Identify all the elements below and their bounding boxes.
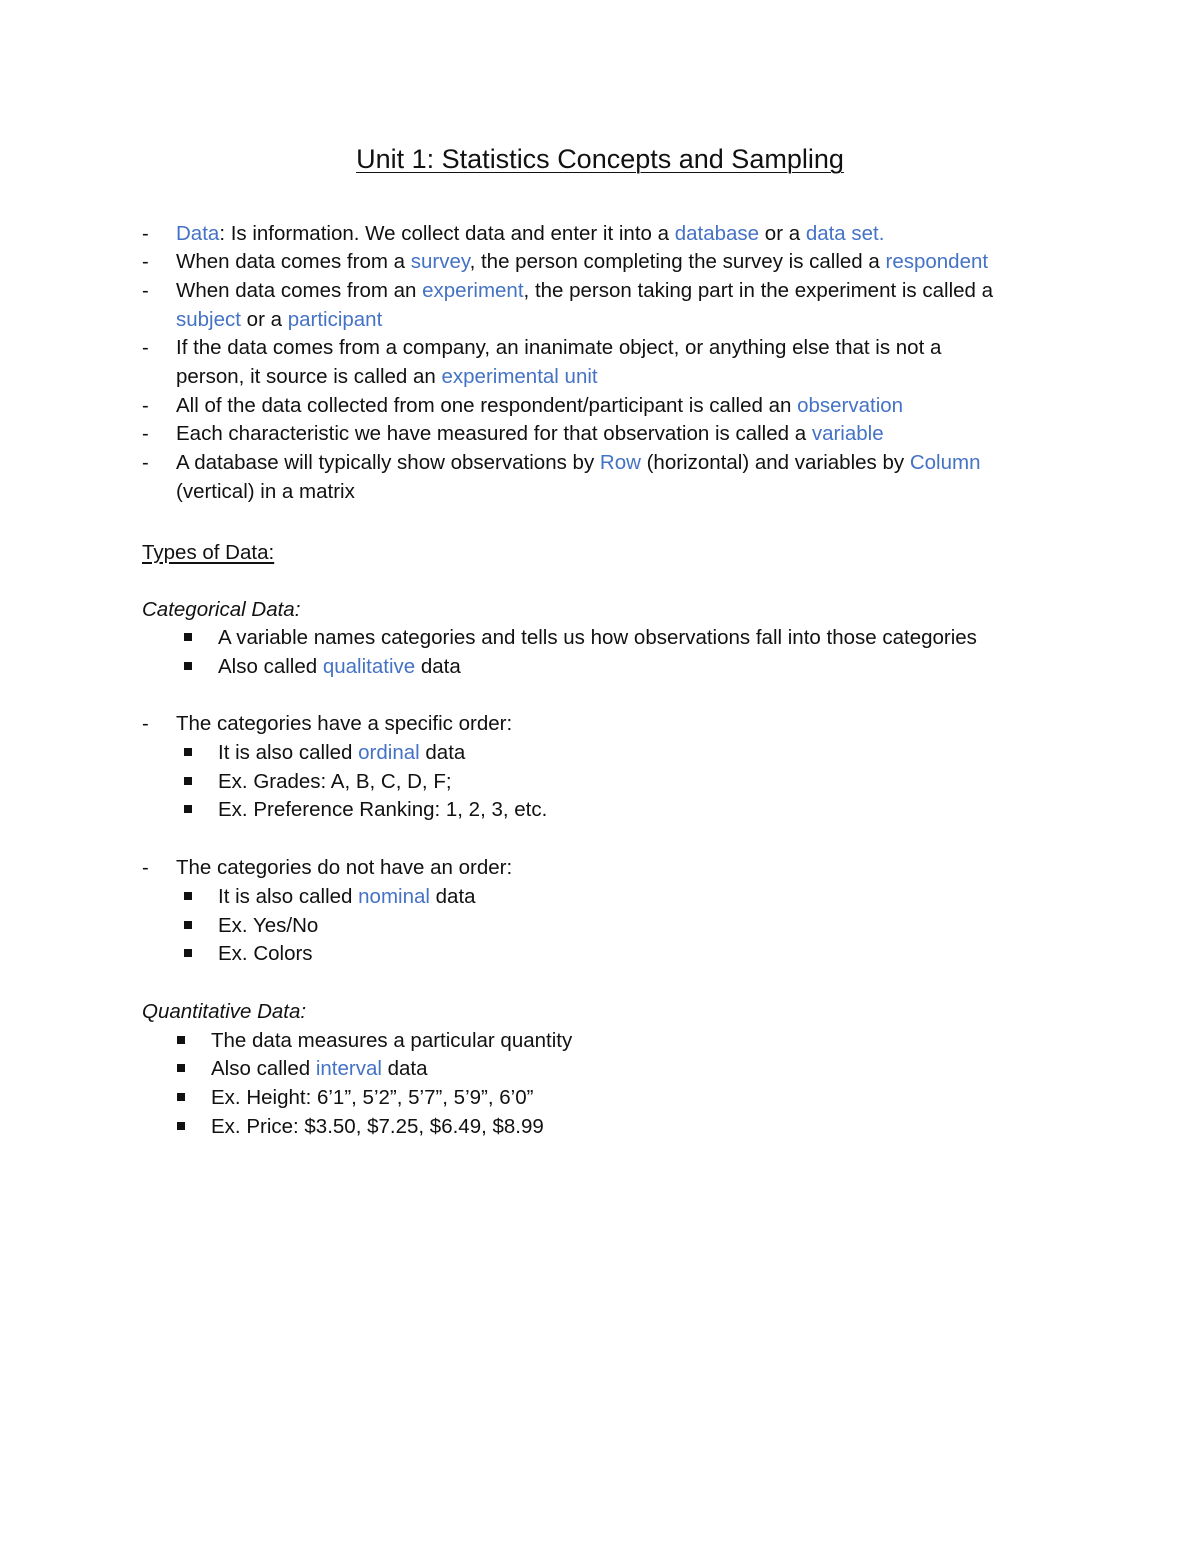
dash-marker: - [142, 280, 149, 302]
intro-item-company: If the data comes from a company, an inanimate object, or anything else that is not a [176, 336, 942, 359]
intro-item-experiment: When data comes from an experiment, the person taking part in the experiment is called a [176, 279, 994, 302]
intro-item-variable: Each characteristic we have measured for that observation is called a variable [176, 422, 884, 445]
ordered-lead: The categories have a specific order: [176, 712, 513, 735]
square-bullet-icon [184, 805, 192, 813]
square-bullet-icon [184, 892, 192, 900]
quantitative-bullet-1: The data measures a particular quantity [211, 1029, 573, 1052]
intro-item-survey: When data comes from a survey, the person completing the survey is called a respondent [176, 250, 989, 273]
dash-marker: - [142, 337, 149, 359]
intro-item-data: Data: Is information. We collect data and enter it into a database or a data set. [176, 222, 885, 245]
square-bullet-icon [177, 1122, 185, 1130]
square-bullet-icon [177, 1093, 185, 1101]
dash-marker: - [142, 423, 149, 445]
intro-item-database: A database will typically show observations by Row (horizontal) and variables by Column [176, 451, 981, 474]
dash-marker: - [142, 452, 149, 474]
intro-item-database-cont: (vertical) in a matrix [176, 480, 355, 503]
square-bullet-icon [184, 949, 192, 957]
square-bullet-icon [184, 921, 192, 929]
dash-marker: - [142, 857, 149, 879]
intro-item-company-cont: person, it source is called an experimental unit [176, 365, 598, 388]
square-bullet-icon [184, 633, 192, 641]
intro-item-experiment-cont: subject or a participant [176, 308, 383, 331]
quantitative-bullet-4: Ex. Price: $3.50, $7.25, $6.49, $8.99 [211, 1115, 544, 1138]
dash-marker: - [142, 251, 149, 273]
quantitative-heading: Quantitative Data: [142, 1000, 307, 1023]
page-title: Unit 1: Statistics Concepts and Sampling [356, 144, 844, 174]
square-bullet-icon [177, 1036, 185, 1044]
categorical-bullet-2: Also called qualitative data [218, 655, 461, 678]
square-bullet-icon [184, 777, 192, 785]
quantitative-bullet-3: Ex. Height: 6’1”, 5’2”, 5’7”, 5’9”, 6’0” [211, 1086, 534, 1109]
categorical-heading: Categorical Data: [142, 598, 301, 621]
unordered-lead: The categories do not have an order: [176, 856, 513, 879]
dash-marker: - [142, 223, 149, 245]
square-bullet-icon [184, 662, 192, 670]
ordered-bullet-2: Ex. Grades: A, B, C, D, F; [218, 770, 452, 793]
types-of-data-heading: Types of Data: [142, 541, 275, 564]
intro-item-observation: All of the data collected from one respondent/participant is called an observation [176, 394, 904, 417]
ordered-bullet-3: Ex. Preference Ranking: 1, 2, 3, etc. [218, 798, 548, 821]
unordered-bullet-1: It is also called nominal data [218, 885, 476, 908]
unordered-bullet-3: Ex. Colors [218, 942, 313, 965]
dash-marker: - [142, 395, 149, 417]
ordered-bullet-1: It is also called ordinal data [218, 741, 466, 764]
quantitative-bullet-2: Also called interval data [211, 1057, 428, 1080]
dash-marker: - [142, 713, 149, 735]
square-bullet-icon [177, 1064, 185, 1072]
square-bullet-icon [184, 748, 192, 756]
categorical-bullet-1: A variable names categories and tells us how observations fall into those categories [218, 626, 977, 649]
unordered-bullet-2: Ex. Yes/No [218, 914, 319, 937]
